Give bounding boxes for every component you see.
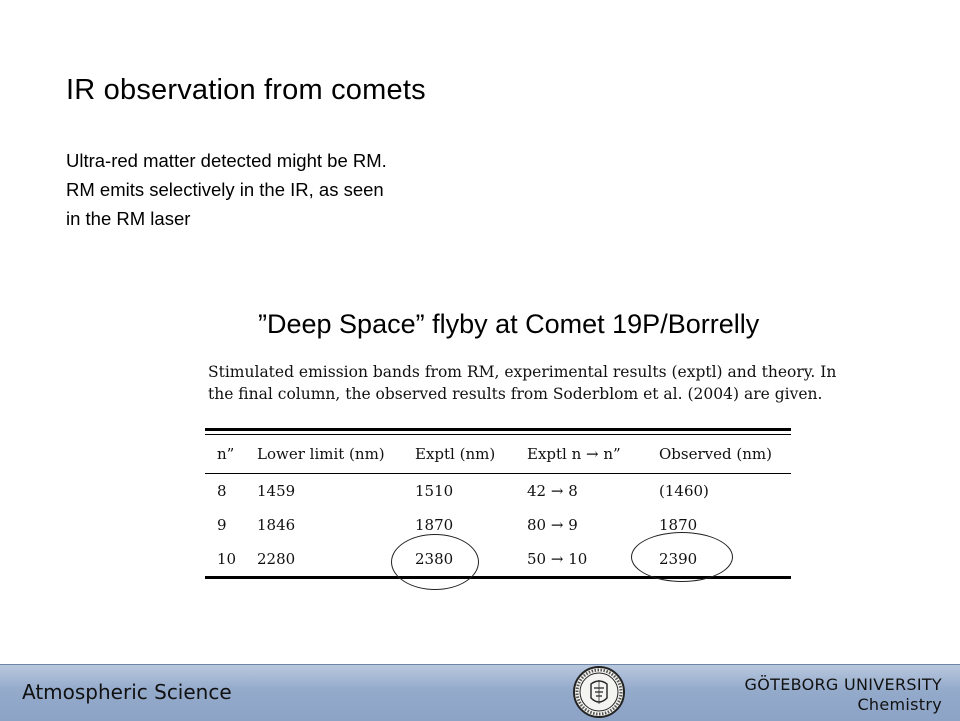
table-cell: 50 → 10 (527, 550, 588, 568)
table-cell: 2390 (659, 550, 698, 568)
table-header-row (205, 435, 791, 473)
caption-line: Stimulated emission bands from RM, experimental results (exptl) and theory. In (208, 363, 837, 381)
column-header: Exptl (nm) (415, 445, 496, 463)
column-header: n” (217, 445, 235, 463)
university-seal-icon (571, 664, 627, 720)
highlight-circle-observed (631, 532, 733, 582)
table-cell: 1870 (659, 516, 698, 534)
footer-university-name: GÖTEBORG UNIVERSITY (744, 675, 942, 694)
table-caption (208, 361, 888, 405)
column-header: Lower limit (nm) (257, 445, 385, 463)
footer-department-label: Atmospheric Science (22, 680, 232, 704)
table-cell: 1459 (257, 482, 296, 500)
table-cell: 1510 (415, 482, 454, 500)
caption-line: the final column, the observed results from Soderblom et al. (2004) are given. (208, 385, 823, 403)
column-header: Exptl n → n” (527, 445, 621, 463)
table-cell: 2280 (257, 550, 296, 568)
slide-subtitle: ”Deep Space” flyby at Comet 19P/Borrelly (258, 309, 760, 339)
table-cell: 42 → 8 (527, 482, 578, 500)
table-cell: 2380 (415, 550, 454, 568)
slide-body (66, 146, 387, 233)
table-cell: 9 (217, 516, 227, 534)
footer-faculty-name: Chemistry (857, 695, 942, 714)
table-cell: 80 → 9 (527, 516, 578, 534)
table-cell: 10 (217, 550, 237, 568)
table-row (205, 474, 791, 508)
table-cell: 1870 (415, 516, 454, 534)
table-cell: 1846 (257, 516, 296, 534)
body-line: RM emits selectively in the IR, as seen (66, 179, 384, 200)
body-line: in the RM laser (66, 208, 191, 229)
slide-title: IR observation from comets (66, 74, 426, 106)
table-cell: 8 (217, 482, 227, 500)
table-cell: (1460) (659, 482, 709, 500)
body-line: Ultra-red matter detected might be RM. (66, 150, 387, 171)
column-header: Observed (nm) (659, 445, 772, 463)
footer-bar (0, 664, 960, 721)
highlight-circle-exptl (391, 534, 479, 590)
